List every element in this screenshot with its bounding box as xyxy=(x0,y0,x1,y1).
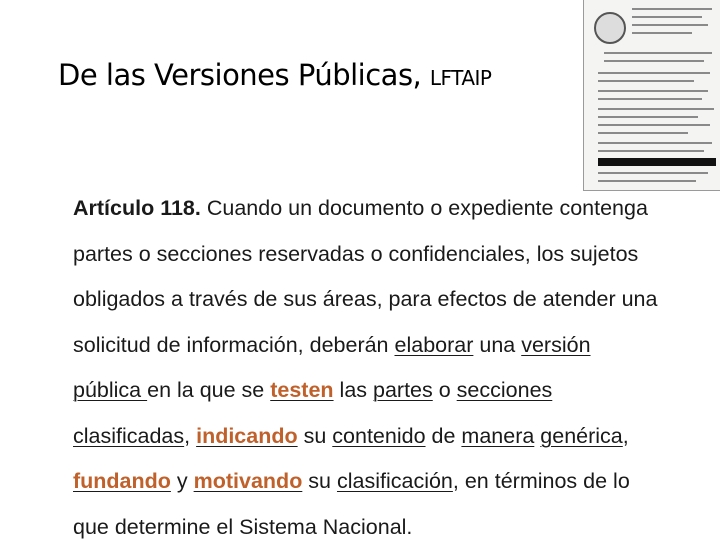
title-main: De las Versiones Públicas, xyxy=(58,58,421,92)
article-text: de xyxy=(426,424,462,448)
underlined-term: manera xyxy=(461,424,534,448)
article-text: una xyxy=(473,333,521,357)
underlined-term: clasificación xyxy=(337,469,453,493)
underlined-term: partes xyxy=(373,378,433,402)
article-text: o xyxy=(433,378,457,402)
highlighted-term: indicando xyxy=(196,424,298,448)
underlined-term: pública xyxy=(73,378,147,402)
article-line xyxy=(73,459,713,505)
article-number: Artículo 118. xyxy=(73,196,201,220)
article-line xyxy=(73,323,713,369)
redacted-document-thumbnail xyxy=(583,0,720,191)
article-text: en la que se xyxy=(147,378,270,402)
article-text: su xyxy=(302,469,337,493)
article-text: , en términos de lo xyxy=(453,469,630,493)
article-text: Cuando un documento o expediente contenga xyxy=(201,196,648,220)
article-text: solicitud de información, deberán xyxy=(73,333,395,357)
article-text: , xyxy=(184,424,196,448)
article-text: partes o secciones reservadas o confidenciales, los sujetos xyxy=(73,242,638,266)
article-text: y xyxy=(171,469,194,493)
article-text: , xyxy=(623,424,629,448)
title-law-abbreviation: LFTAIP xyxy=(430,66,492,90)
redaction-bar xyxy=(598,158,716,166)
underlined-term: secciones xyxy=(457,378,553,402)
article-text: las xyxy=(334,378,373,402)
underlined-term: genérica xyxy=(540,424,622,448)
article-text: que determine el Sistema Nacional. xyxy=(73,515,412,539)
article-line xyxy=(73,414,713,460)
highlighted-term: motivando xyxy=(194,469,303,493)
underlined-term: contenido xyxy=(332,424,425,448)
article-line xyxy=(73,232,713,278)
article-118-text xyxy=(73,186,713,550)
slide-title xyxy=(58,58,491,92)
article-line xyxy=(73,186,713,232)
article-line xyxy=(73,505,713,550)
seal-icon xyxy=(594,12,626,44)
highlighted-term: fundando xyxy=(73,469,171,493)
underlined-term: clasificadas xyxy=(73,424,184,448)
highlighted-term: testen xyxy=(270,378,333,402)
underlined-term: elaborar xyxy=(395,333,474,357)
underlined-term: versión xyxy=(521,333,590,357)
article-text: su xyxy=(298,424,333,448)
article-line xyxy=(73,277,713,323)
article-line xyxy=(73,368,713,414)
article-text: obligados a través de sus áreas, para efectos de atender una xyxy=(73,287,657,311)
